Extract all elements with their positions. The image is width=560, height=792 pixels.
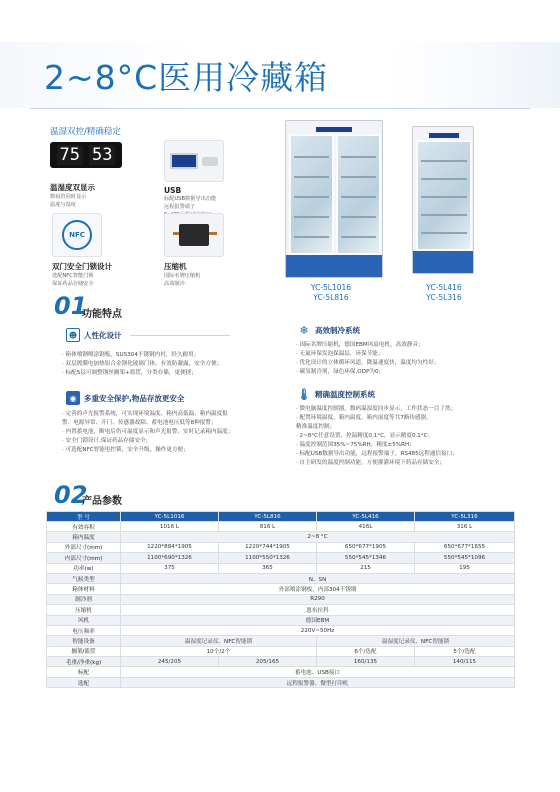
header-cell: YC-5L316 xyxy=(415,512,515,522)
table-cell: 160/135 xyxy=(317,657,415,667)
cooling-list xyxy=(296,341,516,377)
table-row xyxy=(47,677,515,687)
feature-desc-2: 温度与湿度 xyxy=(50,202,76,208)
table-row xyxy=(47,615,515,625)
thermometer-icon: 🌡 xyxy=(297,387,311,401)
precise-heading: 🌡 精确温度控制系统 xyxy=(297,387,375,401)
list-item: · 内置蓄电池，断电后仍可温度显示和声光报警，实时记录箱内温度； xyxy=(62,429,234,435)
table-cell: 温湿度记录仪、NFC智能锁 xyxy=(317,636,515,646)
humanized-heading: ☻ 人性化设计 xyxy=(66,328,230,342)
feature-desc-1: 数码管同时显示 xyxy=(50,194,87,200)
table-row xyxy=(47,532,515,542)
table-cell: 蓄电池、USB接口 xyxy=(121,667,515,677)
table-cell: 1220*744*1905 xyxy=(219,542,317,552)
list-item: · 可选配NFC智能电控锁，安全升级，操作更方便； xyxy=(62,447,189,453)
feature-name: USB xyxy=(164,186,182,195)
list-item: · 配置环境温度、箱内温度、箱内湿度等共7路传感器， xyxy=(296,415,432,421)
humanized-list xyxy=(62,351,292,378)
list-item: · 国际名牌压缩机，德国EBM风扇电机，高效静音； xyxy=(296,342,424,348)
snowflake-icon: ❄ xyxy=(299,323,309,337)
list-item: · 自主研发的温度控制功能，方便灌灌环境下药品存储安全； xyxy=(296,460,445,466)
table-cell: 1100*690*1326 xyxy=(121,553,219,563)
table-cell: 316 L xyxy=(415,522,515,532)
table-row xyxy=(47,594,515,604)
list-item: · 无氟环保发泡保温层，环保节能； xyxy=(296,351,384,357)
section-title: 产品参数 xyxy=(82,496,122,507)
feature-name: 压缩机 xyxy=(164,262,187,271)
table-cell: 6个/选配 xyxy=(317,646,415,656)
precise-list xyxy=(296,405,521,468)
table-cell: 375 xyxy=(121,563,219,573)
feature-desc-2: 保证药品存储安全 xyxy=(52,281,94,287)
table-cell: 恩布拉科 xyxy=(121,605,515,615)
safety-heading: ◉ 多重安全保护,物品存放更安全 xyxy=(66,391,184,405)
list-item: · 2~8°C任意设置，控温精度0.1°C，显示精度0.1°C； xyxy=(296,433,434,439)
table-cell: 550*545*1096 xyxy=(415,553,515,563)
table-cell: 1100*550*1326 xyxy=(219,553,317,563)
list-item: · 完善的声光报警系统，可实现环境温度、箱内高低温，箱内温度报 xyxy=(62,411,228,417)
usb-icon xyxy=(164,140,224,182)
user-icon: ☻ xyxy=(66,328,80,342)
row-label: 内部尺寸(mm) xyxy=(47,553,121,563)
model-label-double: YC-5L1016 YC-5L816 xyxy=(310,283,352,302)
feature-desc-1: 选配NFC智能门锁 xyxy=(52,273,94,279)
feature-name: 温湿度双显示 xyxy=(50,183,95,192)
row-label: 制冷剂 xyxy=(47,594,121,604)
display-icon xyxy=(50,142,122,168)
page-title: 2~8°C医用冷藏箱 xyxy=(44,58,329,97)
feature-display xyxy=(50,142,160,209)
table-cell: 5个/选配 xyxy=(415,646,515,656)
table-row xyxy=(47,573,515,583)
section-number: 01 xyxy=(54,292,88,320)
row-label: 箱内温度 xyxy=(47,532,121,542)
shield-icon: ◉ xyxy=(66,391,80,405)
row-label: 有效容积 xyxy=(47,522,121,532)
row-label: 气候类型 xyxy=(47,573,121,583)
row-label: 选配 xyxy=(47,677,121,687)
list-item: · 安全门锁设计,保证药品存储安全； xyxy=(62,438,152,444)
table-cell: 1220*884*1905 xyxy=(121,542,219,552)
table-cell: 远程报警器、微型打印机 xyxy=(121,677,515,687)
list-item: 精准温度控制； xyxy=(296,424,336,430)
header-cell: YC-5L1016 xyxy=(121,512,219,522)
table-row xyxy=(47,584,515,594)
spec-table xyxy=(46,511,515,688)
list-item: · 标配5层可调整钢丝搁架+篮筐，分类存储，更便捷； xyxy=(62,370,197,376)
table-cell: 10个/2个 xyxy=(121,646,317,656)
table-row xyxy=(47,636,515,646)
feature-desc-1: 国际名牌压缩机 xyxy=(164,273,201,279)
header-cell: YC-5L816 xyxy=(219,512,317,522)
table-cell: 550*545*1346 xyxy=(317,553,415,563)
row-label: 箱体材料 xyxy=(47,584,121,594)
nfc-icon xyxy=(52,213,102,257)
nfc-badge: NFC xyxy=(62,220,92,250)
section-number: 02 xyxy=(54,481,88,509)
table-row xyxy=(47,667,515,677)
header-cell: YC-5L416 xyxy=(317,512,415,522)
list-item: · 优化设计的立体循环风道，降温速度快，温度均匀性好； xyxy=(296,360,440,366)
table-cell: 365 xyxy=(219,563,317,573)
table-cell: 245/205 xyxy=(121,657,219,667)
table-row xyxy=(47,542,515,552)
table-row xyxy=(47,553,515,563)
list-item: · 温度控制范围35%~75%RH，精度±5%RH； xyxy=(296,442,415,448)
feature-desc-1: 标配USB数据导出功能 xyxy=(164,196,217,202)
single-door-fridge-image xyxy=(412,126,474,274)
row-label: 标配 xyxy=(47,667,121,677)
safety-list xyxy=(62,410,298,455)
header-cell: 型 号 xyxy=(47,512,121,522)
list-item: · 碳氢制冷剂，绿色环保,ODP为0； xyxy=(296,369,385,375)
row-label: 外部尺寸(mm) xyxy=(47,542,121,552)
cooling-heading: ❄ 高效制冷系统 xyxy=(297,323,360,337)
row-label: 电压频率 xyxy=(47,625,121,635)
list-item: 警、电源异常、开门、传感器故障、蓄电池电压低等8种报警； xyxy=(62,420,217,426)
feature-subtitle: 温湿双控/精确稳定 xyxy=(50,127,121,137)
feature-name: 双门安全门锁设计 xyxy=(52,262,112,271)
row-label: 压缩机 xyxy=(47,605,121,615)
table-cell: 2~8 °C xyxy=(121,532,515,542)
feature-compressor xyxy=(164,213,274,288)
table-row xyxy=(47,563,515,573)
table-cell: 195 xyxy=(415,563,515,573)
table-cell: 416L xyxy=(317,522,415,532)
table-row xyxy=(47,625,515,635)
table-cell: 816 L xyxy=(219,522,317,532)
row-label: 搁架/篮筐 xyxy=(47,646,121,656)
table-cell: 650*677*1905 xyxy=(317,542,415,552)
readout-right: 53 xyxy=(89,145,115,165)
table-cell: R290 xyxy=(121,594,515,604)
feature-lock xyxy=(52,213,162,288)
table-row xyxy=(47,522,515,532)
row-label: 智能设备 xyxy=(47,636,121,646)
feature-desc-2: 远程报警端子 xyxy=(164,204,196,210)
table-cell: 德国EBM xyxy=(121,615,515,625)
table-cell: 温湿度记录仪、NFC智能锁 xyxy=(121,636,317,646)
row-label: 风机 xyxy=(47,615,121,625)
row-label: 毛重/净重(kg) xyxy=(47,657,121,667)
header-divider xyxy=(30,108,530,109)
table-cell: 外部喷涂钢板，内部304不锈钢 xyxy=(121,584,515,594)
section-title: 功能特点 xyxy=(82,309,122,320)
list-item: · 标配USB数据导出功能，远程报警端子，RS485远程通信接口； xyxy=(296,451,458,457)
table-cell: 215 xyxy=(317,563,415,573)
table-header-row xyxy=(47,512,515,522)
row-label: 功率(w) xyxy=(47,563,121,573)
list-item: · 微电脑温度控制器，数码温湿度同步显示，工作状态一目了然； xyxy=(296,406,457,412)
table-cell: 650*677*1655 xyxy=(415,542,515,552)
table-cell: N、SN xyxy=(121,573,515,583)
feature-usb xyxy=(164,140,274,219)
table-cell: 220V~50Hz xyxy=(121,625,515,635)
compressor-icon xyxy=(164,213,224,257)
table-row xyxy=(47,605,515,615)
double-door-fridge-image xyxy=(285,120,383,278)
table-cell: 140/115 xyxy=(415,657,515,667)
list-item: · 箱体喷钢喷涂钢板，SUS304不锈钢内衬，经久耐用； xyxy=(62,352,200,358)
table-cell: 205/165 xyxy=(219,657,317,667)
readout-left: 75 xyxy=(57,145,83,165)
table-cell: 1016 L xyxy=(121,522,219,532)
table-row xyxy=(47,657,515,667)
feature-desc-2: 高效制冷 xyxy=(164,281,185,287)
list-item: · 双层镀膜电加热铝合金钢化玻璃门体，有效防凝露，安全方便； xyxy=(62,361,223,367)
table-row xyxy=(47,646,515,656)
model-label-single: YC-5L416 YC-5L316 xyxy=(426,283,462,302)
